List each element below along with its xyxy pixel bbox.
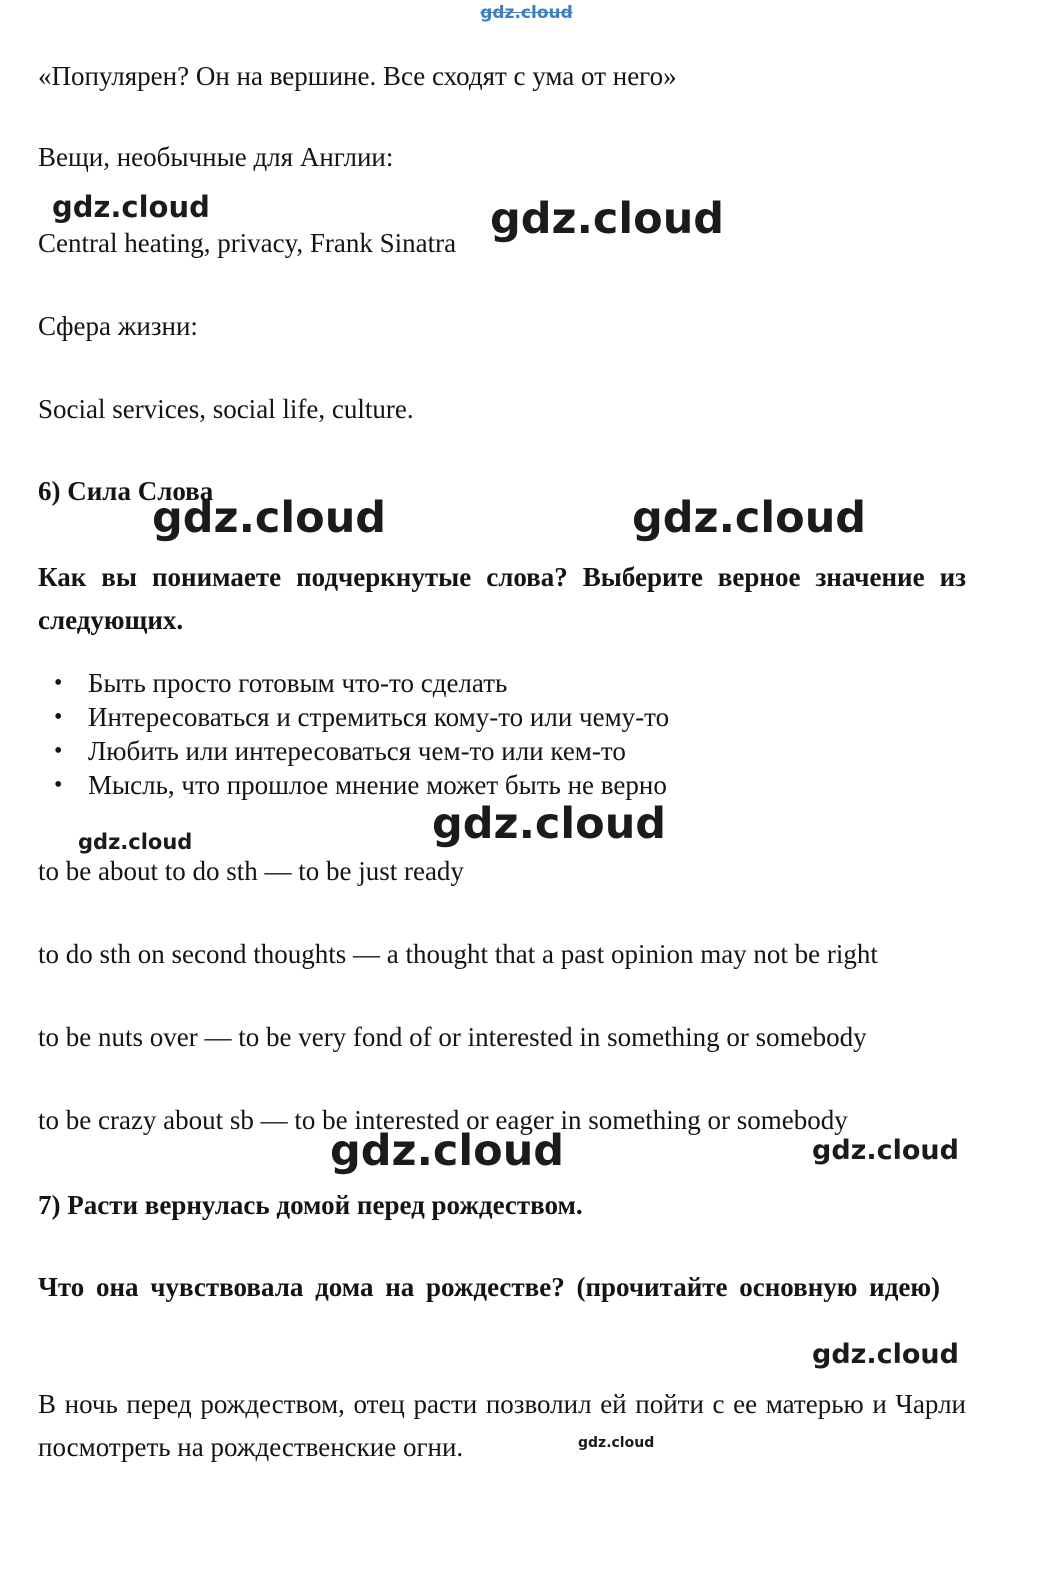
life-sphere-label: Сфера жизни: [38,311,198,341]
watermark: gdz.cloud [432,799,667,849]
definition-line: to be crazy about sb — to be interested or eager in something or somebody [38,1105,848,1135]
section7-answer: В ночь перед рождеством, отец расти позволил ей пойти с ее матерью и Чарли посмотреть на рождественские огни. [38,1389,966,1462]
definition-line: to do sth on second thoughts — a thought that a past opinion may not be right [38,939,878,969]
watermark: gdz.cloud [632,493,867,543]
watermark: gdz.cloud [812,1339,959,1370]
list-item: • Быть просто готовым что-то сделать [38,666,966,700]
section6-heading: 6) Сила Слова [38,476,214,506]
answer-options-list [38,666,966,802]
unusual-things-value: Central heating, privacy, Frank Sinatra [38,228,457,258]
definition-line: to be about to do sth — to be just ready [38,856,464,886]
list-item: • Любить или интересоваться чем-то или кем-то [38,734,966,768]
watermark: gdz.cloud [152,493,387,543]
quote-line: «Популярен? Он на вершине. Все сходят с ума от него» [38,61,677,91]
list-item: • Мысль, что прошлое мнение может быть не верно [38,768,966,802]
watermark: gdz.cloud [490,194,725,244]
top-watermark: gdz.cloud [480,3,573,23]
section7-task: Что она чувствовала дома на рождестве? (прочитайте основную идею) [38,1272,940,1302]
unusual-things-label: Вещи, необычные для Англии: [38,142,394,172]
watermark: gdz.cloud [812,1135,959,1166]
list-item: • Интересоваться и стремиться кому-то или чему-то [38,700,966,734]
life-sphere-value: Social services, social life, culture. [38,394,414,424]
watermark: gdz.cloud [578,1435,655,1451]
section7-heading: 7) Расти вернулась домой перед рождеством. [38,1190,583,1220]
watermark: gdz.cloud [330,1126,565,1176]
watermark: gdz.cloud [78,830,193,854]
definition-line: to be nuts over — to be very fond of or interested in something or somebody [38,1022,867,1052]
section6-task: Как вы понимаете подчеркнутые слова? Выберите верное значение из следующих. [38,562,966,635]
watermark: gdz.cloud [52,190,210,224]
